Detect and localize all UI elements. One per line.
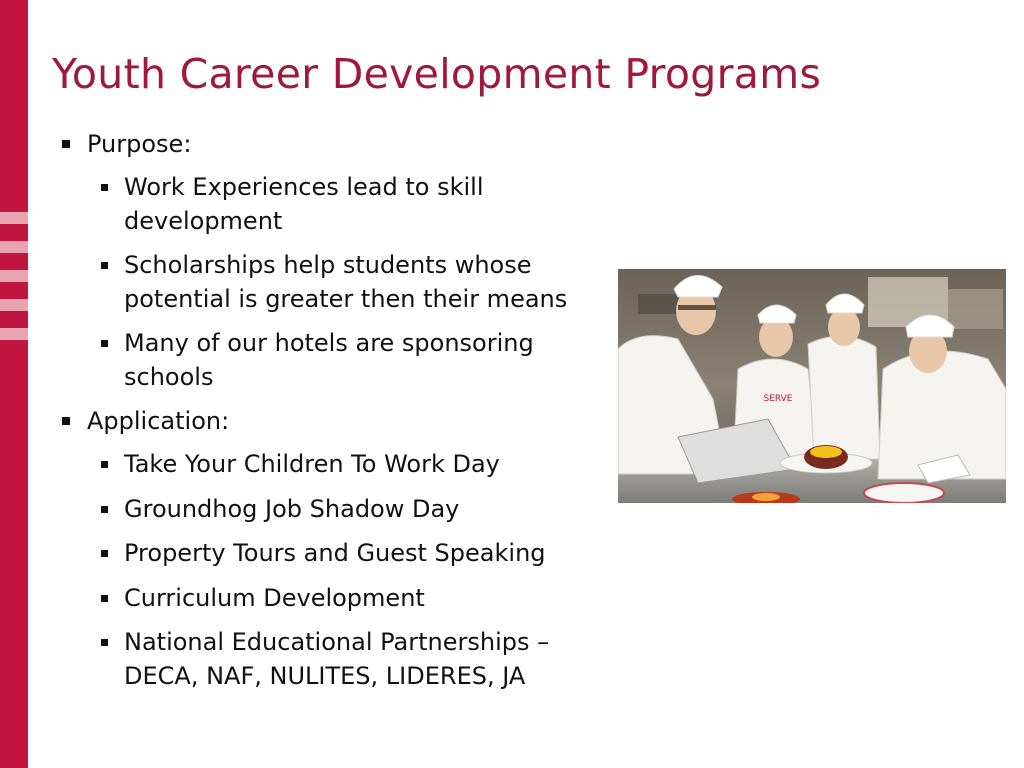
list-item (60, 249, 620, 316)
list-item-text: Property Tours and Guest Speaking (124, 539, 546, 567)
square-bullet-icon (62, 140, 70, 148)
square-bullet-icon (101, 550, 108, 557)
square-bullet-icon (101, 639, 108, 646)
slide-title: Youth Career Development Programs (52, 50, 822, 98)
sidebar-band (0, 328, 28, 340)
section-application (60, 405, 620, 693)
square-bullet-icon (101, 340, 108, 347)
list-item-text: Work Experiences lead to skill development (124, 173, 484, 235)
list-item (60, 626, 620, 693)
chefs-kitchen-photo (618, 269, 1006, 503)
sidebar-band (0, 241, 28, 253)
list-item (60, 493, 620, 527)
list-item (60, 171, 620, 238)
section-purpose (60, 128, 620, 394)
section-heading: Purpose: (87, 130, 192, 158)
list-item-text: Many of our hotels are sponsoring schools (124, 329, 534, 391)
square-bullet-icon (101, 595, 108, 602)
sidebar-accent-bar (0, 0, 28, 768)
list-item-text: Curriculum Development (124, 583, 425, 612)
bullet-list (60, 128, 620, 704)
list-item-text: Scholarships help students whose potential is greater then their means (124, 251, 568, 313)
section-heading: Application: (87, 407, 230, 435)
sidebar-band (0, 212, 28, 224)
list-item-text: National Educational Partnerships – DECA, NAF, NULITES, LIDERES, JA (124, 628, 550, 690)
list-item (60, 327, 620, 394)
list-item-text: Groundhog Job Shadow Day (124, 494, 460, 523)
list-item (60, 582, 620, 616)
sidebar-band (0, 270, 28, 282)
square-bullet-icon (62, 417, 70, 425)
list-item (60, 537, 620, 571)
square-bullet-icon (101, 262, 108, 269)
square-bullet-icon (101, 506, 108, 513)
list-item-text: Take Your Children To Work Day (124, 450, 500, 478)
square-bullet-icon (101, 461, 108, 468)
apron-text: SERVE (763, 394, 793, 404)
list-item (60, 448, 620, 482)
sidebar-band (0, 299, 28, 311)
square-bullet-icon (101, 184, 108, 191)
